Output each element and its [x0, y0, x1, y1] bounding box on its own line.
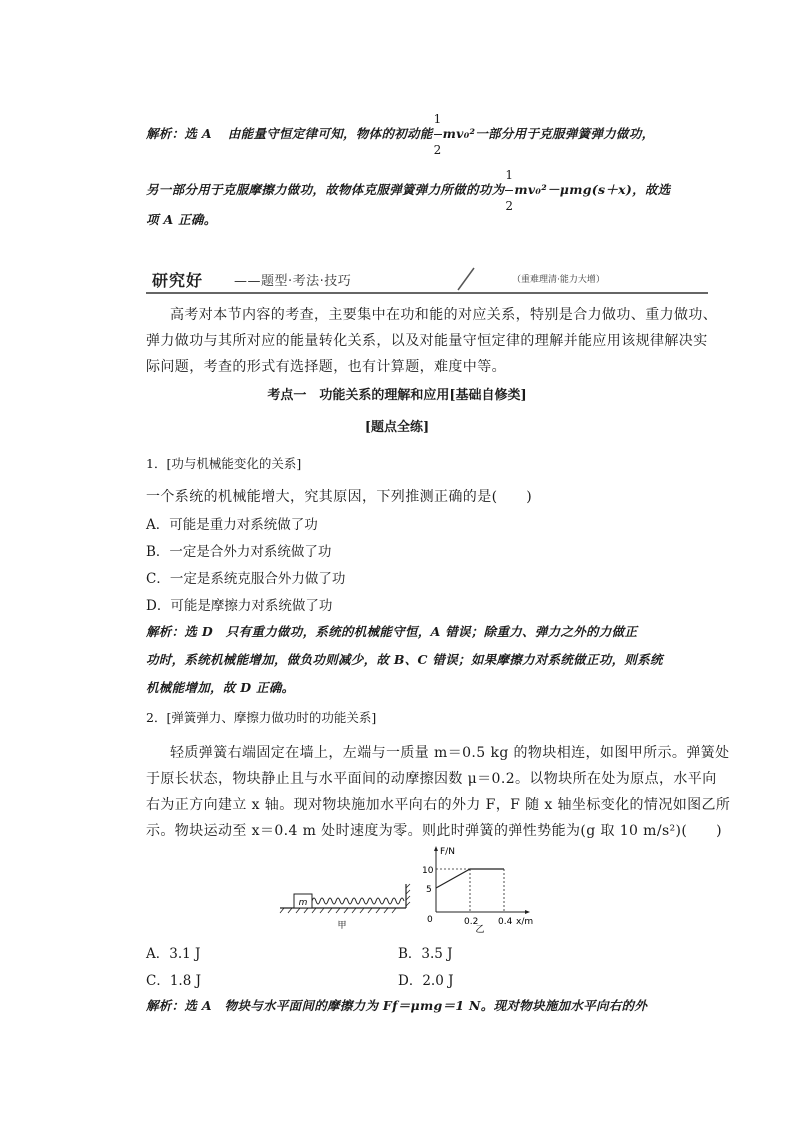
x-tick-0.2: 0.2: [464, 917, 479, 927]
figure-jia: [280, 884, 410, 931]
banner-underline: [146, 292, 708, 294]
q2-stem-2: 于原长状态，物块静止且与水平面间的动摩擦因数 μ＝0.2。以物块所在处为原点，水平向: [146, 771, 717, 787]
origin-label: 0: [427, 915, 433, 925]
banner-title: 研究好: [152, 271, 204, 290]
x-tick-0.4: 0.4: [498, 917, 513, 927]
physics-figure: [276, 842, 536, 934]
q2-option-c: C．1.8 J: [146, 973, 202, 989]
q1-stem: 一个系统的机械能增大，究其原因，下列推测正确的是( ): [146, 489, 533, 505]
q1-option-d: D．可能是摩擦力对系统做了功: [146, 598, 333, 614]
q1-option-a: A．可能是重力对系统做了功: [146, 517, 318, 533]
x-axis-label: x/m: [516, 917, 534, 927]
analysis-label: 解析：选 A: [146, 126, 212, 141]
banner-tagline: （重难理清·能力大增）: [512, 275, 605, 285]
banner-subtitle: ——题型·考法·技巧: [234, 274, 352, 289]
y-tick-5: 5: [426, 885, 432, 895]
analysis-line-2: 另一部分用于克服摩擦力做功，故物体克服弹簧弹力所做的功为 $\frac{1}{2}$ mv₀²－μmg(s＋x)，故选: [146, 168, 671, 213]
slash-divider-icon: [452, 266, 478, 292]
q1-analysis-3: 机械能增加，故 D 正确。: [146, 680, 295, 695]
q2-option-d: D．2.0 J: [398, 973, 454, 989]
q1-analysis-1: 解析：选 D 只有重力做功，系统的机械能守恒，A 错误；除重力、弹力之外的力做正: [146, 624, 638, 639]
q2-option-a: A．3.1 J: [146, 946, 201, 962]
y-tick-10: 10: [422, 866, 434, 876]
section-banner: [146, 266, 708, 292]
q1-option-c: C．一定是系统克服合外力做了功: [146, 571, 346, 587]
fraction-half: $\frac{1}{2}$: [505, 168, 514, 213]
spring: [312, 898, 404, 904]
q1-option-b: B．一定是合外力对系统做了功: [146, 544, 332, 560]
section-subheading: [题点全练]: [364, 420, 430, 435]
block-label: m: [298, 898, 308, 908]
intro-line-3: 际问题，考查的形式有选择题，也有计算题，难度中等。: [146, 359, 506, 375]
figure-yi: [422, 846, 533, 934]
caption-yi: 乙: [475, 925, 485, 934]
q1-tag: 1．[功与机械能变化的关系]: [146, 456, 302, 471]
q2-tag: 2．[弹簧弹力、摩擦力做功时的功能关系]: [146, 710, 377, 725]
q2-stem-3: 右为正方向建立 x 轴。现对物块施加水平向右的外力 F，F 随 x 轴坐标变化的情况如图乙所: [146, 797, 731, 813]
intro-line-2: 弹力做功与其所对应的能量转化关系，以及对能量守恒定律的理解并能应用该规律解决实: [146, 333, 708, 349]
q2-stem-1: 轻质弹簧右端固定在墙上，左端与一质量 m＝0.5 kg 的物块相连，如图甲所示。弹簧处: [170, 745, 730, 761]
section-heading: 考点一 功能关系的理解和应用[基础自修类]: [267, 388, 527, 403]
intro-line-1: 高考对本节内容的考查，主要集中在功和能的对应关系，特别是合力做功、重力做功、: [170, 307, 718, 323]
q2-analysis-1: 解析：选 A 物块与水平面间的摩擦力为 Ff＝μmg＝1 N。现对物块施加水平向右的外: [146, 998, 648, 1013]
analysis-line-3: 项 A 正确。: [146, 212, 217, 227]
y-axis-label: F/N: [440, 847, 455, 857]
analysis-line-1: 解析：选 A 由能量守恒定律可知，物体的初动能 $\frac{1}{2}$ mv₀²一部分用于克服弹簧弹力做功，: [146, 112, 655, 157]
q2-option-b: B．3.5 J: [398, 946, 453, 962]
q1-analysis-2: 功时，系统机械能增加，做负功则减少，故 B、C 错误；如果摩擦力对系统做正功，则系统: [146, 652, 663, 667]
fraction-half: $\frac{1}{2}$: [433, 112, 442, 157]
caption-jia: 甲: [337, 921, 347, 931]
q2-stem-4: 示。物块运动至 x＝0.4 m 处时速度为零。则此时弹簧的弹性势能为(g 取 10 m/s²)( ): [146, 823, 722, 839]
